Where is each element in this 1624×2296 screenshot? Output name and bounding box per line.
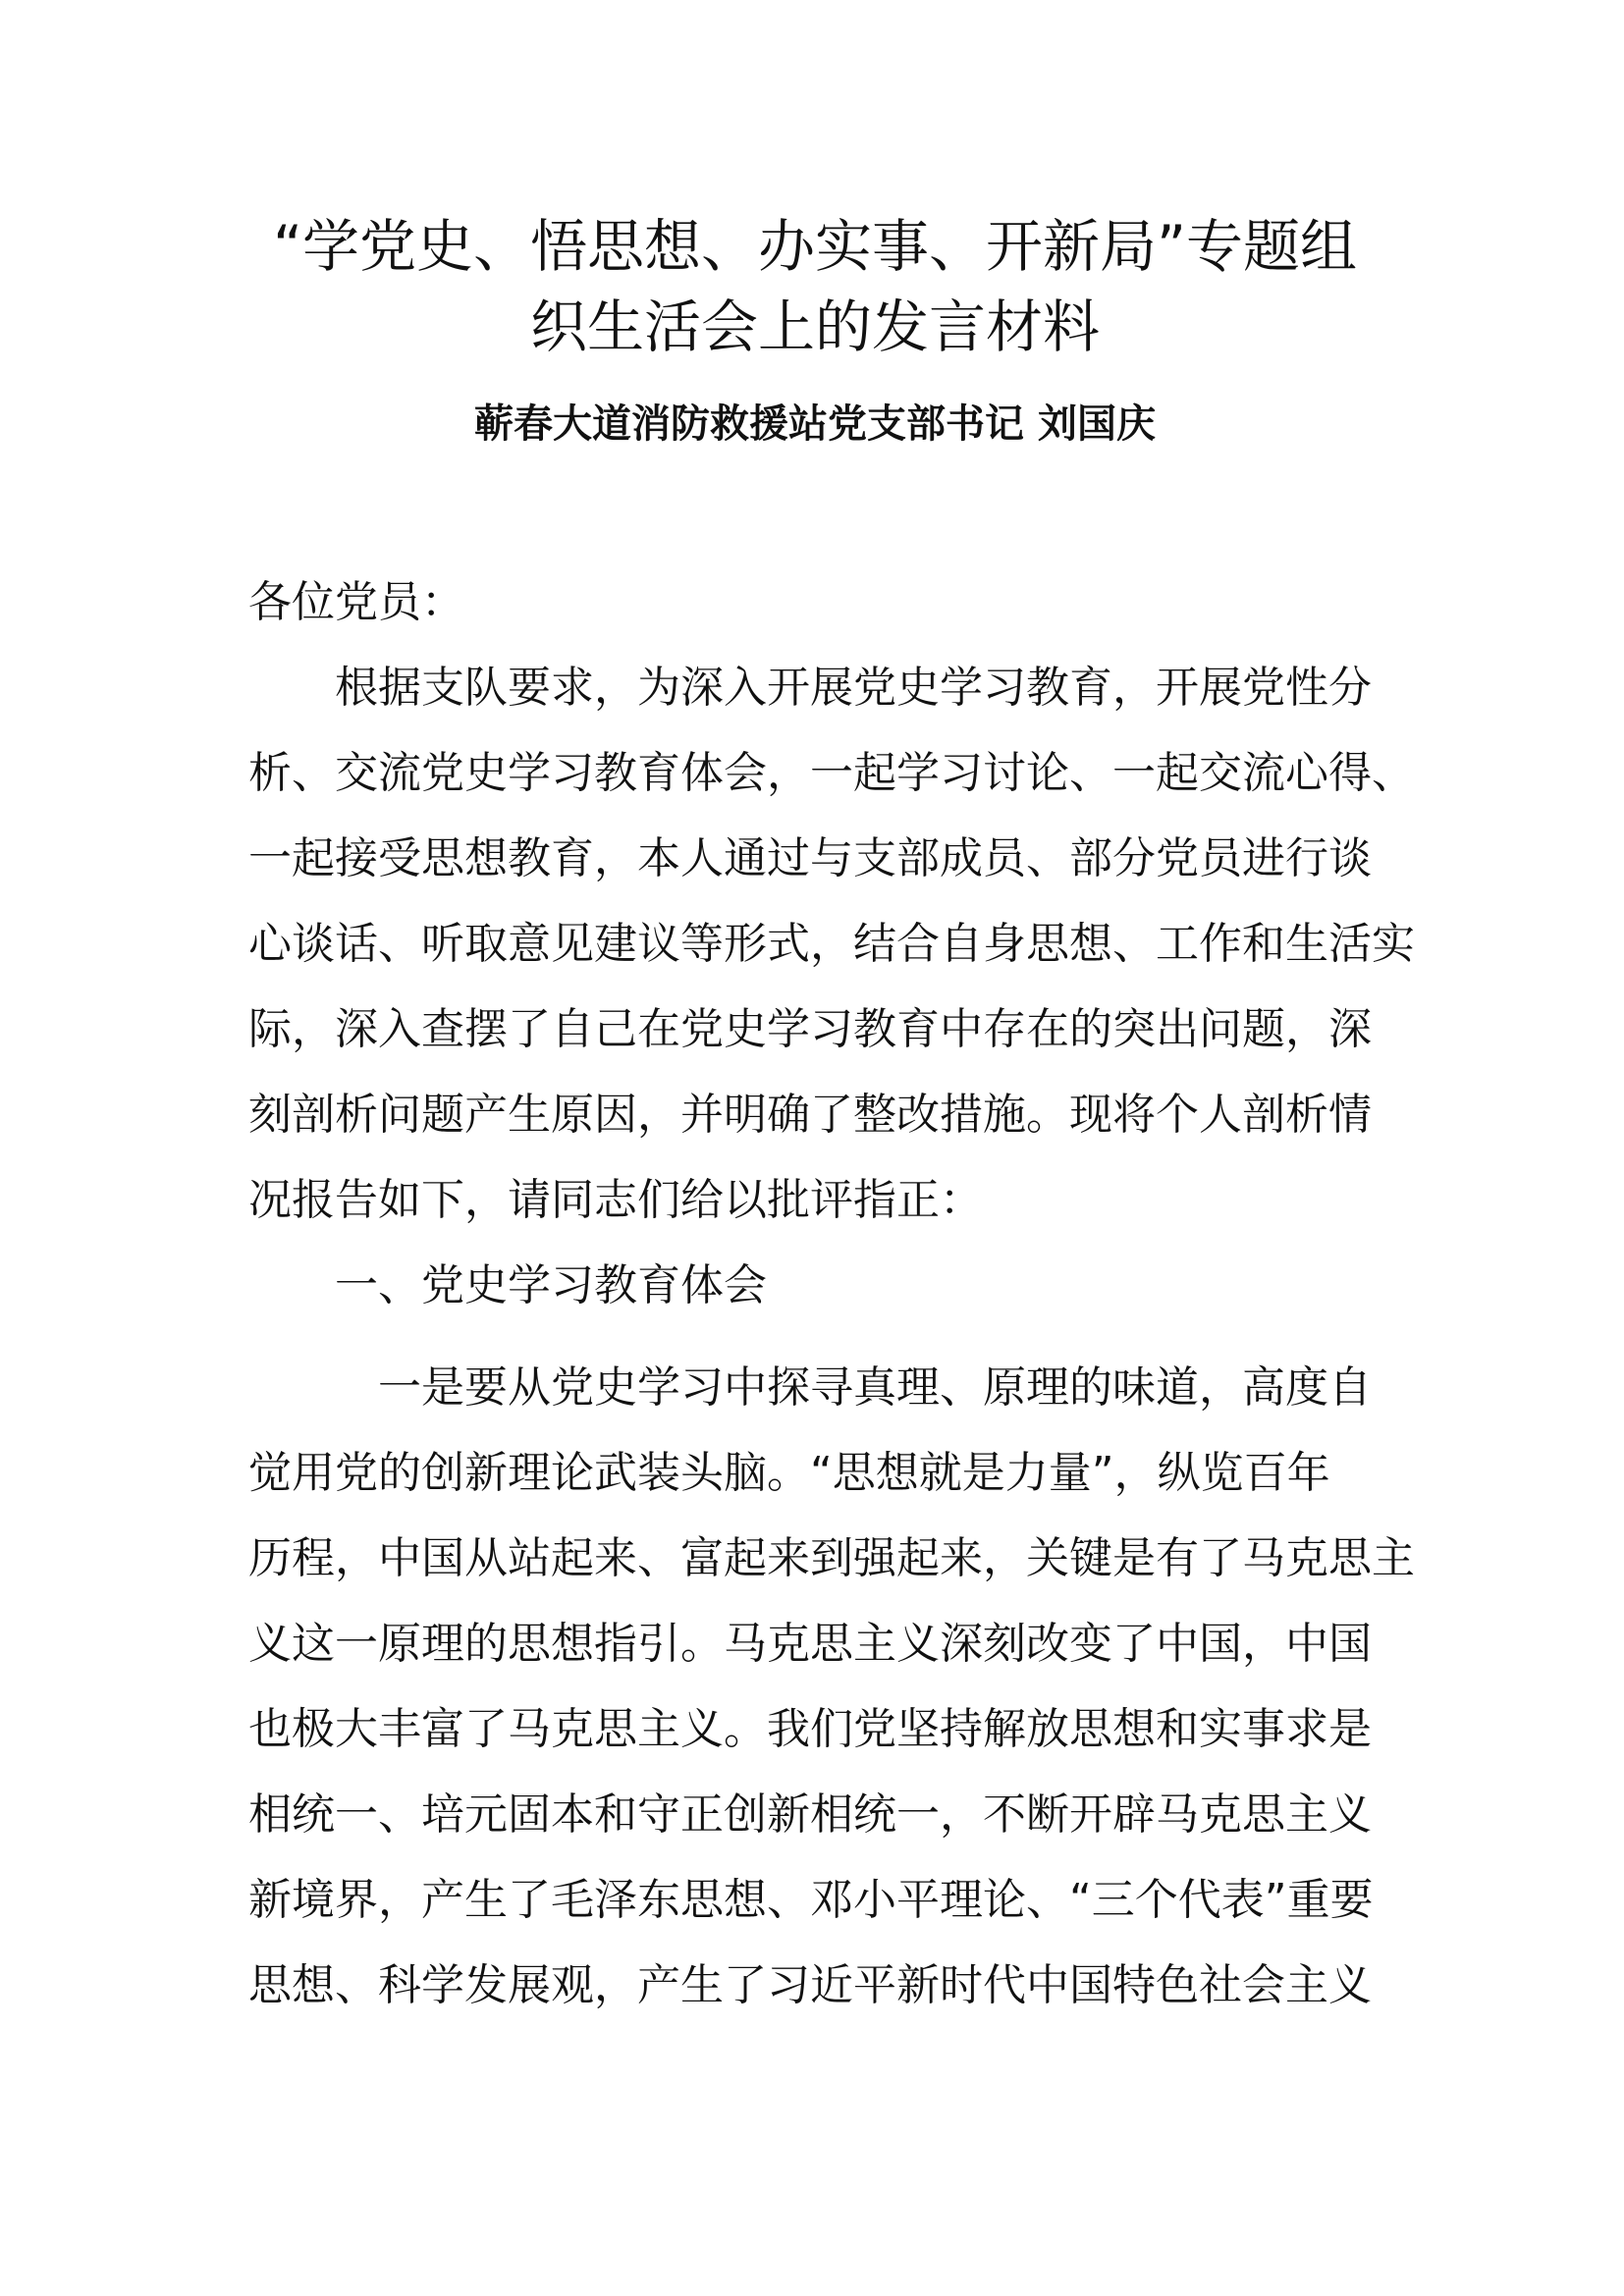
paragraph-line: 根据支队要求，为深入开展党史学习教育，开展党性分	[248, 663, 1372, 713]
paragraph-line: 历程，中国从站起来、富起来到强起来，关键是有了马克思主	[248, 1533, 1415, 1583]
title-line-1: “学党史、悟思想、办实事、开新局”专题组	[272, 213, 1358, 280]
paragraph-2	[248, 1345, 1415, 2028]
paragraph-line: 义这一原理的思想指引。马克思主义深刻改变了中国，中国	[248, 1619, 1372, 1669]
section-heading-1: 一、党史学习教育体会	[248, 1260, 767, 1310]
paragraph-line: 一是要从党史学习中探寻真理、原理的味道，高度自	[248, 1362, 1372, 1413]
author-line: 蕲春大道消防救援站党支部书记 刘国庆	[474, 401, 1156, 447]
paragraph-line: 析、交流党史学习教育体会，一起学习讨论、一起交流心得、	[248, 748, 1415, 798]
paragraph-line: 也极大丰富了马克思主义。我们党坚持解放思想和实事求是	[248, 1704, 1372, 1754]
document-title	[216, 206, 1414, 367]
paragraph-line: 刻剖析问题产生原因，并明确了整改措施。现将个人剖析情	[248, 1090, 1372, 1140]
salutation: 各位党员：	[248, 577, 464, 627]
paragraph-line: 新境界，产生了毛泽东思想、邓小平理论、“三个代表”重要	[248, 1875, 1374, 1925]
paragraph-1	[248, 645, 1415, 1243]
paragraph-line: 相统一、培元固本和守正创新相统一，不断开辟马克思主义	[248, 1789, 1372, 1840]
paragraph-line: 一起接受思想教育，本人通过与支部成员、部分党员进行谈	[248, 833, 1372, 883]
title-line-2: 织生活会上的发言材料	[529, 294, 1100, 360]
paragraph-line: 觉用党的创新理论武装头脑。“思想就是力量”，纵览百年	[248, 1448, 1330, 1498]
paragraph-line: 况报告如下，请同志们给以批评指正：	[248, 1175, 983, 1225]
paragraph-line: 际，深入查摆了自己在党史学习教育中存在的突出问题，深	[248, 1004, 1372, 1054]
paragraph-line: 思想、科学发展观，产生了习近平新时代中国特色社会主义	[248, 1960, 1372, 2010]
paragraph-line: 心谈话、听取意见建议等形式，结合自身思想、工作和生活实	[248, 919, 1415, 969]
